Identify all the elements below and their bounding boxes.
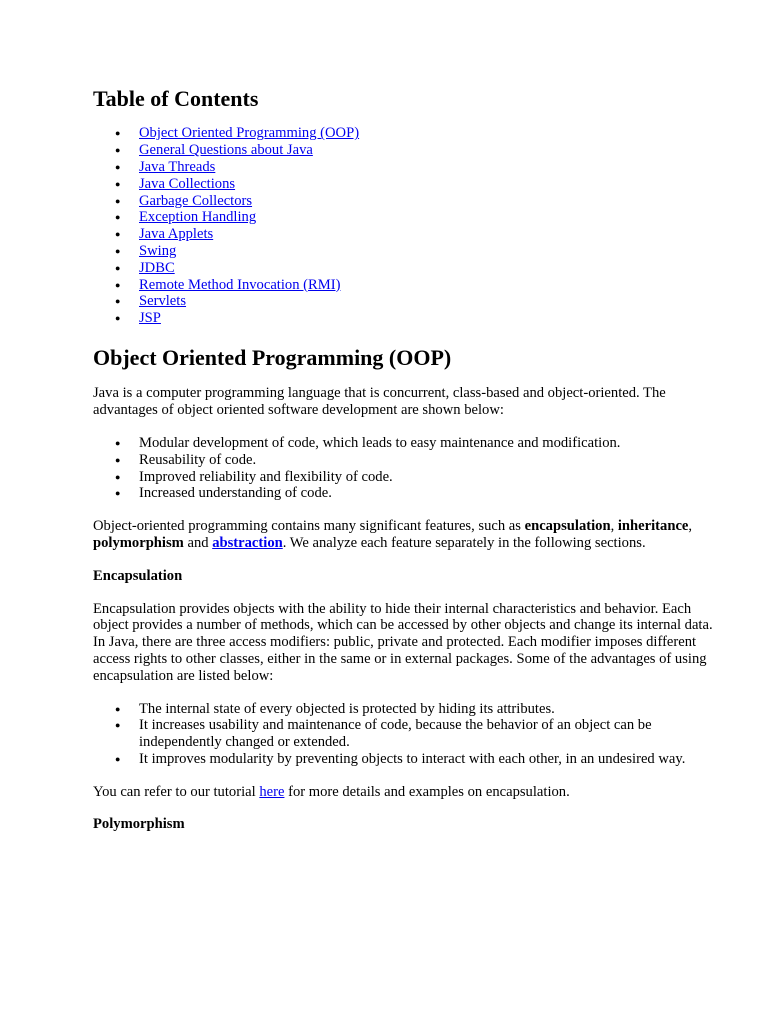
toc-item bbox=[115, 293, 728, 310]
toc-list bbox=[93, 125, 728, 327]
here-link[interactable]: here bbox=[259, 783, 285, 800]
toc-link-swing[interactable]: Swing bbox=[139, 242, 177, 259]
list-item bbox=[115, 750, 728, 768]
toc-link-applets[interactable]: Java Applets bbox=[139, 226, 214, 243]
encapsulation-paragraph: Encapsulation provides objects with the ability to hide their internal characteristics and behavior. Each object provides a number of methods, which can be accessed by other objects and change its internal data. In Java, there are three access modifiers: public, private and protected. Each modifier imposes different access rights to other classes, either in the same or in external packages. Some of the advantages of using encapsulation are listed below: bbox=[93, 600, 713, 684]
oop-features-paragraph bbox=[93, 518, 728, 552]
list-item-text: Reusability of code. bbox=[139, 451, 257, 468]
bullet-icon: ● bbox=[115, 703, 121, 714]
toc-link-rmi[interactable]: Remote Method Invocation (RMI) bbox=[139, 276, 341, 293]
bullet-icon: ● bbox=[115, 245, 121, 256]
encapsulation-refer-paragraph bbox=[93, 784, 728, 801]
bullet-icon: ● bbox=[115, 128, 121, 139]
bullet-icon: ● bbox=[115, 212, 121, 223]
encapsulation-advantages-list bbox=[93, 701, 728, 768]
toc-item bbox=[115, 125, 728, 142]
list-item-text: The internal state of every objected is protected by hiding its attributes. bbox=[139, 700, 555, 717]
bullet-icon: ● bbox=[115, 145, 121, 156]
bullet-icon: ● bbox=[115, 161, 121, 172]
list-item bbox=[115, 468, 728, 486]
encapsulation-heading: Encapsulation bbox=[93, 567, 183, 584]
term-polymorphism: polymorphism bbox=[93, 534, 184, 551]
bullet-icon: ● bbox=[115, 313, 121, 324]
oop-intro-paragraph: Java is a computer programming language that is concurrent, class-based and object-oriented. The advantages of object oriented software development are shown below: bbox=[93, 385, 666, 419]
toc-link-threads[interactable]: Java Threads bbox=[139, 158, 216, 175]
toc-link-general-questions[interactable]: General Questions about Java bbox=[139, 142, 313, 159]
toc-link-exception-handling[interactable]: Exception Handling bbox=[139, 209, 257, 226]
bullet-icon: ● bbox=[115, 262, 121, 273]
list-item-text: It increases usability and maintenance of code, because the behavior of an object can be independently changed or extended. bbox=[139, 717, 652, 751]
toc-link-oop[interactable]: Object Oriented Programming (OOP) bbox=[139, 125, 360, 142]
toc-item bbox=[115, 242, 728, 260]
toc-link-collections[interactable]: Java Collections bbox=[139, 175, 236, 192]
toc-item bbox=[115, 175, 728, 193]
features-suffix: . We analyze each feature separately in the following sections. bbox=[282, 534, 646, 551]
toc-link-jdbc[interactable]: JDBC bbox=[139, 259, 175, 276]
refer-suffix: for more details and examples on encapsulation. bbox=[284, 783, 570, 800]
bullet-icon: ● bbox=[115, 229, 121, 240]
list-item bbox=[115, 451, 728, 469]
list-item bbox=[115, 700, 728, 718]
features-prefix: Object-oriented programming contains many significant features, such as bbox=[93, 518, 525, 535]
abstraction-link[interactable]: abstraction bbox=[212, 534, 283, 551]
bullet-icon: ● bbox=[115, 488, 121, 499]
toc-link-garbage-collectors[interactable]: Garbage Collectors bbox=[139, 192, 253, 209]
bullet-icon: ● bbox=[115, 296, 121, 307]
toc-item bbox=[115, 192, 728, 210]
polymorphism-heading: Polymorphism bbox=[93, 816, 185, 833]
section-title-oop: Object Oriented Programming (OOP) bbox=[93, 344, 452, 370]
toc-item bbox=[115, 142, 728, 159]
list-item bbox=[115, 717, 728, 751]
bullet-icon: ● bbox=[115, 279, 121, 290]
bullet-icon: ● bbox=[115, 454, 121, 465]
list-item bbox=[115, 434, 728, 452]
toc-link-jsp[interactable]: JSP bbox=[139, 310, 161, 327]
bullet-icon: ● bbox=[115, 753, 121, 764]
toc-item bbox=[115, 226, 728, 243]
bullet-icon: ● bbox=[115, 437, 121, 448]
features-comma: , bbox=[688, 518, 693, 535]
bullet-icon: ● bbox=[115, 471, 121, 482]
toc-item bbox=[115, 276, 728, 294]
term-inheritance: inheritance bbox=[617, 518, 689, 535]
bullet-icon: ● bbox=[115, 720, 121, 731]
refer-prefix: You can refer to our tutorial bbox=[93, 783, 260, 800]
term-encapsulation: encapsulation bbox=[524, 518, 611, 535]
toc-item bbox=[115, 259, 728, 277]
list-item-text: Modular development of code, which leads to easy maintenance and modification. bbox=[139, 434, 621, 451]
bullet-icon: ● bbox=[115, 195, 121, 206]
oop-advantages-list bbox=[93, 435, 728, 502]
features-and: and bbox=[183, 534, 213, 551]
toc-link-servlets[interactable]: Servlets bbox=[139, 293, 187, 310]
features-comma: , bbox=[610, 518, 618, 535]
bullet-icon: ● bbox=[115, 178, 121, 189]
list-item-text: Improved reliability and flexibility of code. bbox=[139, 468, 393, 485]
toc-item bbox=[115, 209, 728, 226]
toc-item bbox=[115, 310, 728, 327]
list-item-text: Increased understanding of code. bbox=[139, 485, 332, 502]
list-item-text: It improves modularity by preventing objects to interact with each other, in an undesired way. bbox=[139, 750, 686, 767]
list-item bbox=[115, 485, 728, 502]
toc-title: Table of Contents bbox=[93, 86, 259, 111]
toc-item bbox=[115, 158, 728, 176]
